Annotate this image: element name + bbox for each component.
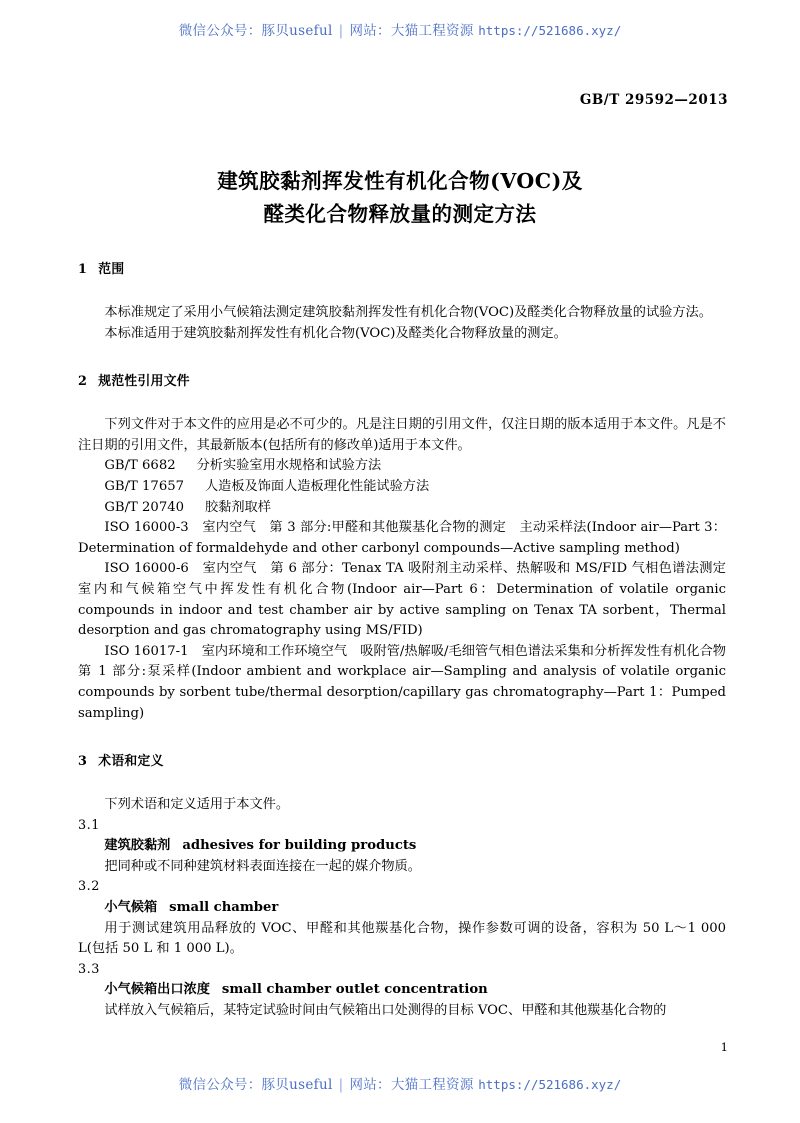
reference-title: 分析实验室用水规格和试验方法 [196,458,382,474]
term-name-cn: 小气候箱 [104,900,158,916]
section-title-1: 范围 [98,262,125,277]
section-number-2: 2 [78,374,88,390]
watermark-site-label: 网站： [349,1077,391,1093]
watermark-separator: | [338,1077,344,1093]
watermark-footer [0,1073,800,1093]
reference-item [78,456,726,477]
reference-item-iso: ISO 16017-1 室内环境和工作环境空气 吸附管/热解吸/毛细管气相色谱法采集和分析挥发性有机化合物 第 1 部分:泵采样(Indoor ambient and workplace air—Sampling and analysis of volatile organic compounds by sorbent tube/thermal desorption/capillary gas chromatography—Part 1：Pumped sampling) [78,643,740,721]
reference-code: GB/T 6682 [104,458,176,474]
watermark-wechat-value: 豚贝useful [261,23,333,39]
section-title-2: 规范性引用文件 [98,374,190,390]
term-name-cn: 建筑胶黏剂 [104,838,171,854]
page-title [0,165,800,231]
term-name [104,898,726,919]
spacer [78,277,726,303]
watermark-url: https://521686.xyz/ [478,1077,622,1092]
spacer [78,344,726,370]
page-number: 1 [720,1040,728,1054]
watermark-wechat-label: 微信公众号： [178,1077,262,1093]
section-heading-scope [78,258,726,277]
title-line-2: 醛类化合物释放量的测定方法 [263,202,537,226]
reference-item-iso: ISO 16000-6 室内空气 第 6 部分：Tenax TA 吸附剂主动采样、热解吸和 MS/FID 气相色谱法测定室内和气候箱空气中挥发性有机化合物(Indoor air—Part 6：Determination of volatile organic compounds in indoor and test chamber air by active sampling on Tenax TA sorbent，Thermal desorption and gas chromatography using MS/FID) [78,561,726,639]
watermark-site-label: 网站： [349,23,391,39]
spacer [78,389,726,415]
section-title-3: 术语和定义 [98,754,164,770]
term-definition: 用于测试建筑用品释放的 VOC、甲醛和其他羰基化合物，操作参数可调的设备，容积为 50 L～1 000 L(包括 50 L 和 1 000 L)。 [78,920,726,957]
term-number: 3.2 [78,879,100,895]
reference-code: GB/T 17657 [104,478,184,494]
standard-number: GB/T 29592—2013 [579,92,728,108]
term-name-en: small chamber outlet concentration [221,982,488,998]
term-name [104,836,726,857]
normative-references-intro: 下列文件对于本文件的应用是必不可少的。凡是注日期的引用文件，仅注日期的版本适用于本文件。凡是不注日期的引用文件，其最新版本(包括所有的修改单)适用于本文件。 [78,417,726,453]
document-body [78,258,740,1022]
watermark-site-value: 大猫工程资源 [390,23,474,39]
terms-intro: 下列术语和定义适用于本文件。 [104,797,290,813]
spacer [78,769,726,795]
term-definition: 把同种或不同种建筑材料表面连接在一起的媒介物质。 [104,858,421,874]
watermark-wechat-value: 豚贝useful [261,1077,333,1093]
reference-code: GB/T 20740 [104,499,184,515]
reference-title: 胶黏剂取样 [205,499,271,515]
watermark-separator: | [338,23,344,39]
spacer [78,724,726,750]
section-number-3: 3 [78,754,88,770]
scope-paragraph-2: 本标准适用于建筑胶黏剂挥发性有机化合物(VOC)及醛类化合物释放量的测定。 [104,325,567,341]
reference-item-iso: ISO 16000-3 室内空气 第 3 部分:甲醛和其他羰基化合物的测定 主动采样法(Indoor air—Part 3：Determination of formaldehyde and other carbonyl compounds—Active sampling method) [78,520,726,556]
term-number: 3.1 [78,817,100,833]
term-name-cn: 小气候箱出口浓度 [104,982,210,998]
reference-item [78,477,726,498]
title-line-1: 建筑胶黏剂挥发性有机化合物(VOC)及 [217,169,583,193]
section-heading-normative-references [78,370,726,389]
term-number: 3.3 [78,961,100,977]
watermark-site-value: 大猫工程资源 [390,1077,474,1093]
reference-title: 人造板及饰面人造板理化性能试验方法 [205,478,430,494]
scope-paragraph-1: 本标准规定了采用小气候箱法测定建筑胶黏剂挥发性有机化合物(VOC)及醛类化合物释放量的试验方法。 [104,305,712,320]
watermark-url: https://521686.xyz/ [478,23,622,38]
term-name-en: adhesives for building products [182,838,417,854]
watermark-header [0,19,800,39]
section-number-1: 1 [78,262,88,277]
section-heading-terms [78,750,726,769]
term-name [104,980,726,1001]
term-name-en: small chamber [169,900,279,916]
term-definition: 试样放入气候箱后，某特定试验时间由气候箱出口处测得的目标 VOC、甲醛和其他羰基化合物的 [104,1003,667,1019]
watermark-wechat-label: 微信公众号： [178,23,262,39]
reference-item [78,498,726,519]
